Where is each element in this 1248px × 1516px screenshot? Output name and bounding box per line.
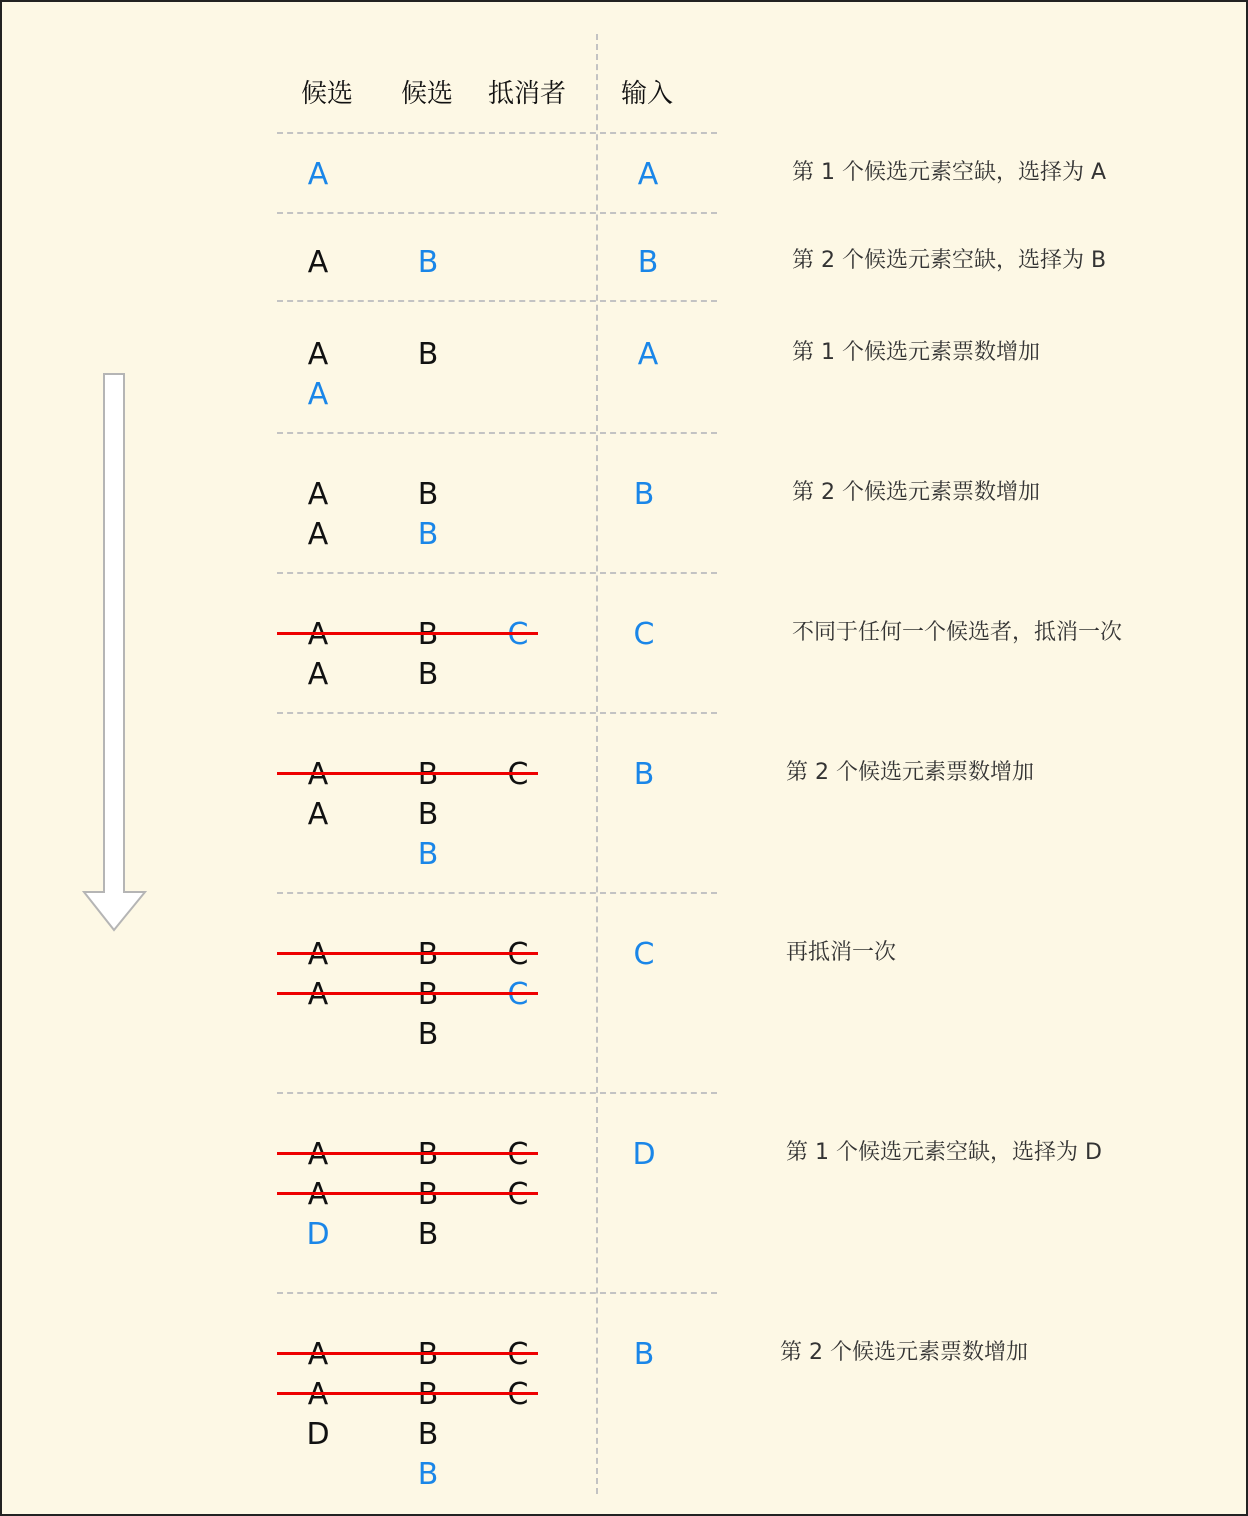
candidate-letter: B [417,1417,439,1452]
candidate-letter [298,1135,338,1175]
candidate-letter: B [417,1017,439,1052]
row-divider [277,712,717,714]
candidate-letter: A [307,517,329,552]
step-description: 第 2 个候选元素票数增加 [792,480,1040,505]
candidate-letter [408,1175,448,1215]
header-candidate-1: 候选 [300,79,353,109]
candidate-letter [298,975,338,1015]
input-letter: A [637,337,659,372]
candidate-letter [408,1135,448,1175]
candidate-letter [298,935,338,975]
candidate-letter: B [417,517,439,552]
step-description: 第 1 个候选元素空缺，选择为 D [786,1140,1102,1165]
header-candidate-2: 候选 [400,79,453,109]
row-divider [277,572,717,574]
canceller-letter [498,755,538,795]
canceller-letter [498,975,538,1015]
canceller-letter [498,1135,538,1175]
input-letter: C [633,937,655,972]
candidate-letter [408,1335,448,1375]
row-divider [277,1092,717,1094]
candidate-letter: B [417,1217,439,1252]
canceller-letter [498,935,538,975]
input-letter: D [632,1137,656,1172]
candidate-letter: A [307,657,329,692]
candidate-letter [298,1335,338,1375]
step-description: 第 1 个候选元素空缺，选择为 A [792,160,1107,185]
candidate-letter [408,615,448,655]
step-description: 第 2 个候选元素票数增加 [786,760,1034,785]
row-divider [277,132,717,134]
candidate-letter: D [306,1217,330,1252]
step-description: 第 1 个候选元素票数增加 [792,340,1040,365]
candidate-letter [298,1175,338,1215]
strike-line [277,1192,538,1195]
candidate-letter [298,615,338,655]
canceller-letter [498,1175,538,1215]
step-description: 不同于任何一个候选者，抵消一次 [792,620,1123,645]
strike-line [277,1352,538,1355]
row-divider [277,432,717,434]
canceller-letter [498,1375,538,1415]
candidate-letter: A [307,337,329,372]
row-divider [277,300,717,302]
candidate-letter [408,975,448,1015]
strike-line [277,952,538,955]
step-description: 再抵消一次 [786,940,897,965]
candidate-letter [408,755,448,795]
canceller-letter [498,615,538,655]
candidate-letter: A [307,157,329,192]
candidate-letter [408,1375,448,1415]
strike-line [277,632,538,635]
candidate-letter: A [307,477,329,512]
input-letter: B [633,477,655,512]
input-letter: A [637,157,659,192]
candidate-letter [298,755,338,795]
input-letter: B [633,1337,655,1372]
candidate-letter: A [307,797,329,832]
candidate-letter: A [307,377,329,412]
strike-line [277,1152,538,1155]
candidate-letter [298,1375,338,1415]
candidate-letter: B [417,657,439,692]
strike-line [277,1392,538,1395]
down-arrow-icon [82,372,148,934]
candidate-letter: B [417,337,439,372]
candidate-letter [408,935,448,975]
step-description: 第 2 个候选元素票数增加 [780,1340,1028,1365]
strike-line [277,992,538,995]
input-letter: C [633,617,655,652]
candidate-letter: B [417,797,439,832]
row-divider [277,892,717,894]
candidate-letter: B [417,245,439,280]
candidate-letter: A [307,245,329,280]
candidate-letter: D [306,1417,330,1452]
candidate-letter: B [417,1457,439,1492]
row-divider [277,212,717,214]
step-description: 第 2 个候选元素空缺，选择为 B [792,248,1107,273]
canceller-letter [498,1335,538,1375]
strike-line [277,772,538,775]
header-input: 输入 [620,79,673,109]
input-letter: B [637,245,659,280]
header-canceller: 抵消者 [487,79,566,109]
candidate-letter: B [417,477,439,512]
row-divider [277,1292,717,1294]
column-divider [596,34,598,1494]
input-letter: B [633,757,655,792]
candidate-letter: B [417,837,439,872]
